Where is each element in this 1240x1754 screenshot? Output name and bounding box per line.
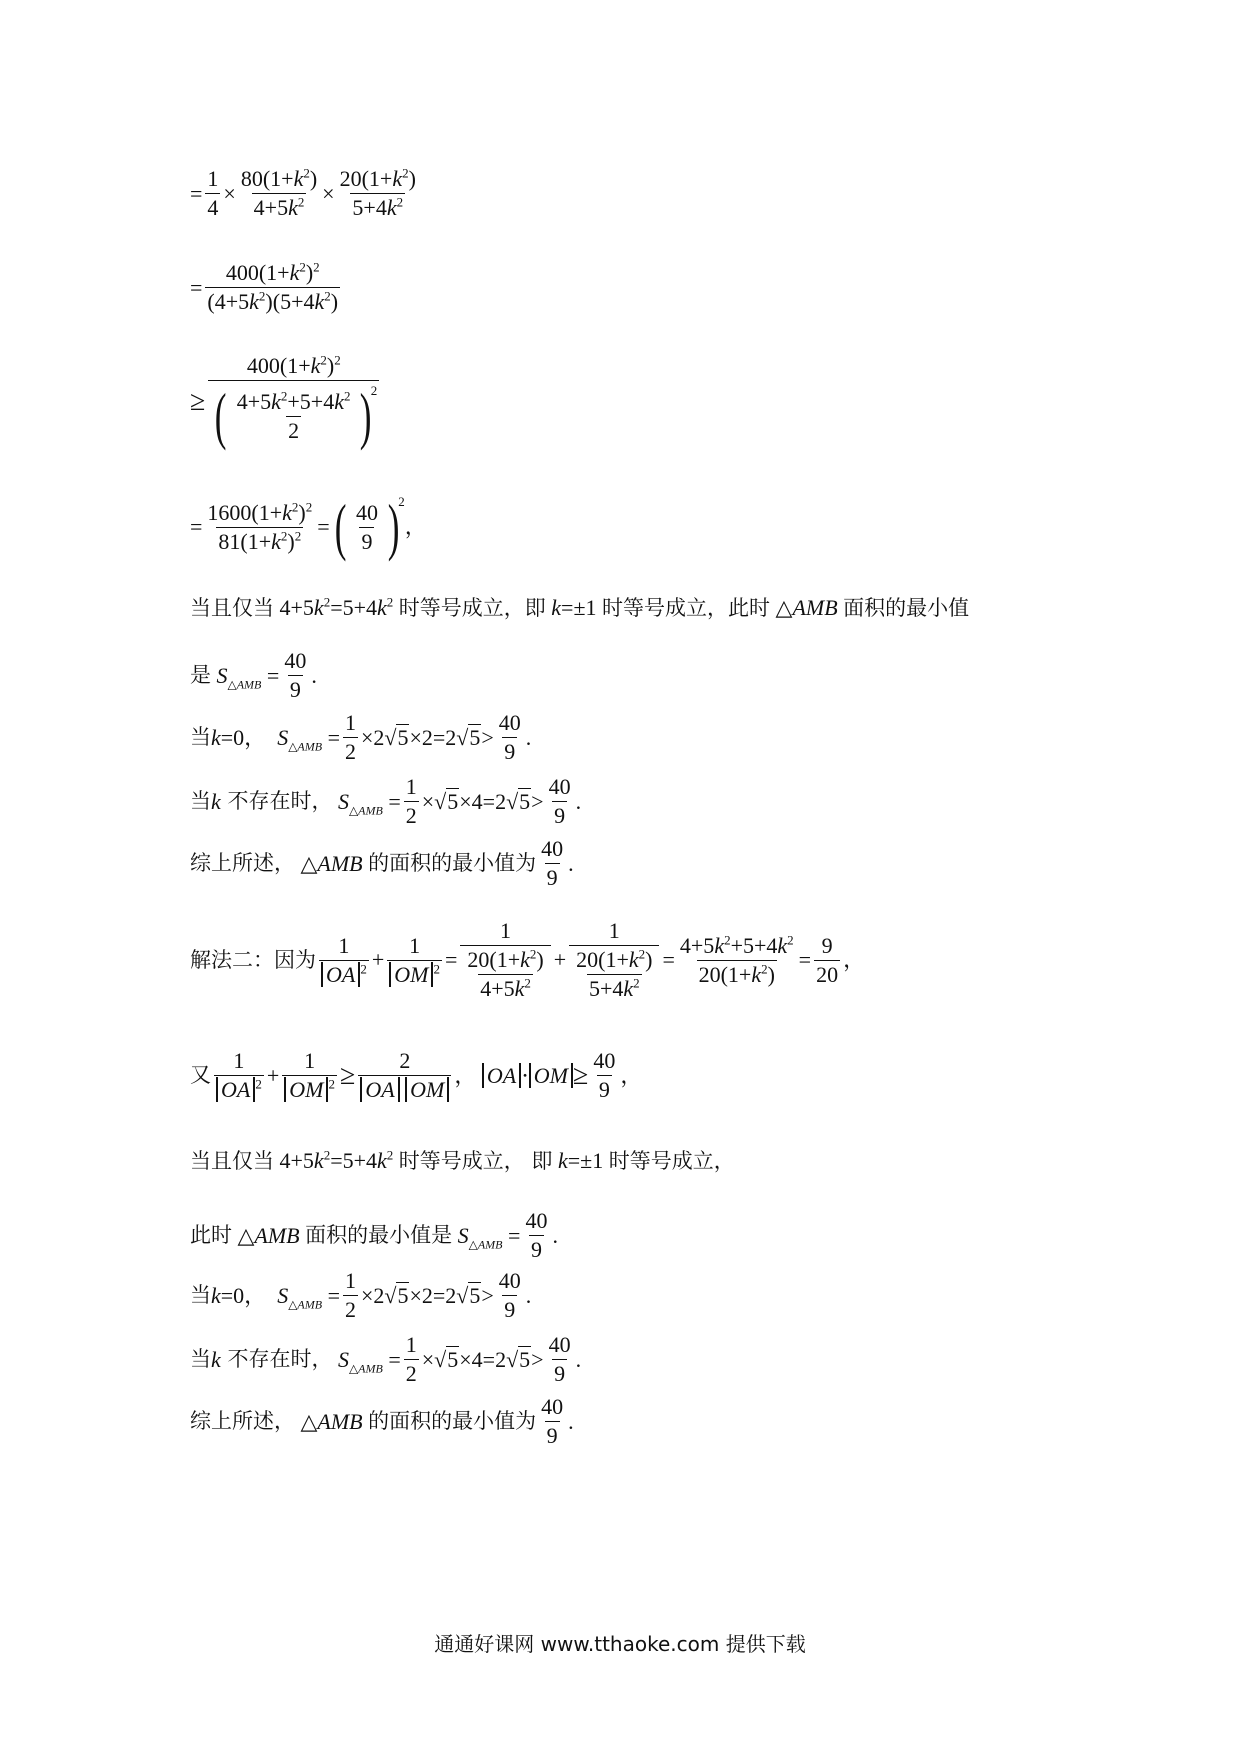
footer-source: 通通好课网 www.tthaoke.com 提供下载 — [434, 1632, 806, 1656]
case-k-undefined-line-2: 当 k 不存在时， $S_{\triangle AMB}$ = $\frac{1}{2}$ ×√5×4=2√5> $\frac{40}{9}$ . — [190, 1332, 582, 1386]
conclusion-line-1: 综上所述， △AMB 的面积的最小值为 $\frac{40}{9}$ . — [190, 836, 574, 890]
min-area-line-2: 此时 △AMB 面积的最小值是 $S_{\triangle AMB}$ = $\frac{40}{9}$ . — [190, 1208, 558, 1262]
condition-line-1: 当且仅当 $4+5k^2=5+4k^2$ 时等号成立，即 k=±1 时等号成立，此时 △AMB 面积的最小值 — [190, 594, 970, 620]
eq-step-3: ≥ $400(1+k^2)^2$ ( $\frac{4+5k^2+5+4k^2}{2}$ ) 2 — [190, 352, 378, 451]
eq-step-2: = $\frac{400(1+k^2)^2}{(4+5k^2)(5+4k^2)}$ — [190, 259, 339, 314]
eq-step-4: = $\frac{1600(1+k^2)^2}{81(1+k^2)^2}$ = ( $\frac{40}{9}$ ) 2 ， — [190, 491, 427, 562]
min-area-line-1: 是 $S_{\triangle AMB}$ = $\frac{40}{9}$ . — [190, 648, 317, 702]
condition-line-2: 当且仅当 $4+5k^2=5+4k^2$ 时等号成立， 即 k=±1 时等号成立， — [190, 1147, 735, 1173]
eq-step-1: = $\frac{1}{4}$ × $\frac{80(1+k^2)}{4+5k^2}$ × $\frac{20(1+k^2)}{5+4k^2}$ — [190, 165, 416, 220]
method-two-line: 解法二：因为 $\frac{1}{OA ^2}$ + $\frac{1}{OM ^2}$ = $\frac{1}{\frac{20(1+k^2)}{4+5k^2}}$ + $\frac{1}{\frac{20(1+k^2)}{5+4k^2}}$ = $\frac{4+5k^2+5+4k^2}{20(1+k^2)}$ = $\frac{9}{20}$ ， — [190, 918, 866, 1001]
inequality-line: 又 $\frac{1}{OA ^2}$ + $\frac{1}{OM ^2}$ ≥ $\frac{2}{\text{OA OM}}$ ， OA ⋅ OM ≥ $\frac{40}{9}$ ， — [190, 1048, 643, 1102]
case-k-undefined-line-1: 当 k 不存在时， $S_{\triangle AMB}$ = $\frac{1}{2}$ ×√5×4=2√5> $\frac{40}{9}$ . — [190, 774, 582, 828]
case-k0-line-1: 当 k=0， $S_{\triangle AMB}$ = $\frac{1}{2}$ ×2√5×2=2√5> $\frac{40}{9}$ . — [190, 710, 532, 764]
conclusion-line-2: 综上所述， △AMB 的面积的最小值为 $\frac{40}{9}$ . — [190, 1394, 574, 1448]
case-k0-line-2: 当 k=0， $S_{\triangle AMB}$ = $\frac{1}{2}$ ×2√5×2=2√5> $\frac{40}{9}$ . — [190, 1268, 532, 1322]
